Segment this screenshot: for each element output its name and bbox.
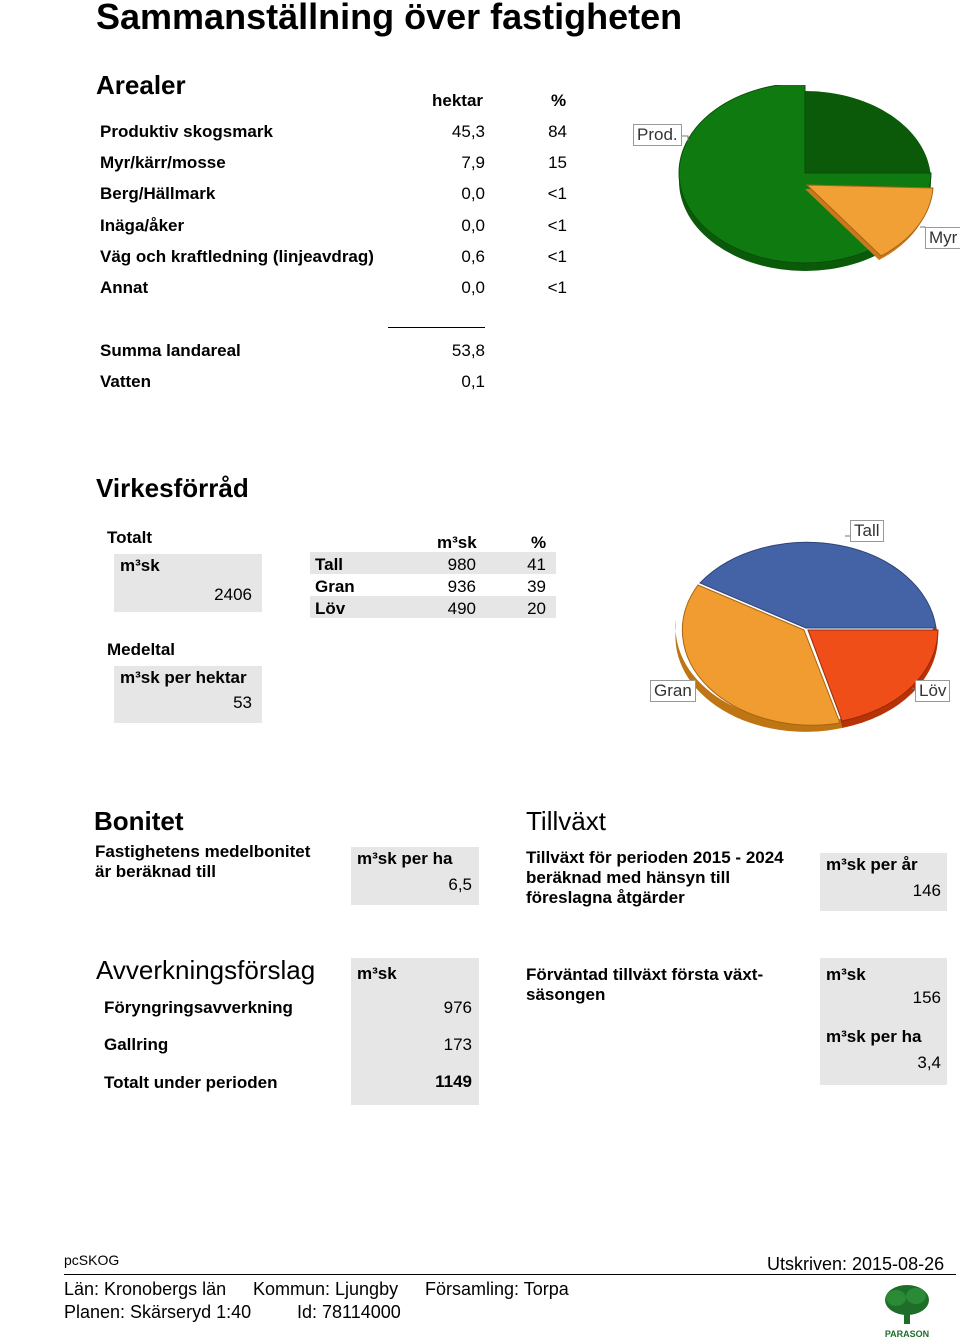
avverkning-row-label: Totalt under perioden <box>104 1073 278 1092</box>
footer-id: Id: 78114000 <box>297 1302 401 1322</box>
pie-label-myr: Myr <box>925 227 960 249</box>
avverkning-heading: Avverkningsförslag <box>96 955 316 985</box>
avverkning-row-label: Föryngringsavverkning <box>104 998 293 1017</box>
forvantad-unit-2: m³sk per ha <box>826 1027 922 1046</box>
totalt-label: Totalt <box>107 528 153 547</box>
arealer-row-label: Produktiv skogsmark <box>100 122 273 141</box>
footer-app-name: pcSKOG <box>64 1252 120 1268</box>
arealer-row-label: Annat <box>100 278 149 297</box>
footer-printed-date: Utskriven: 2015-08-26 <box>767 1254 945 1274</box>
summa-label: Summa landareal <box>100 341 241 360</box>
pie-label-prod: Prod. <box>633 124 682 146</box>
tillvaxt-text-3: föreslagna åtgärder <box>526 888 685 907</box>
medeltal-unit: m³sk per hektar <box>120 668 247 687</box>
medeltal-label: Medeltal <box>107 640 176 659</box>
arealer-heading: Arealer <box>96 70 186 100</box>
arealer-row-label: Väg och kraftledning (linjeavdrag) <box>100 247 374 266</box>
bonitet-text-1: Fastighetens medelbonitet <box>95 842 311 861</box>
species-pct: 39 <box>527 577 546 596</box>
species-m3sk: 980 <box>447 555 476 574</box>
virkes-pie-chart <box>640 510 960 740</box>
forvantad-text-1: Förväntad tillväxt första växt- <box>526 965 764 984</box>
arealer-row-pct: <1 <box>547 247 567 266</box>
species-name: Gran <box>315 577 355 596</box>
avverkning-box <box>351 958 479 1105</box>
species-table <box>310 552 556 618</box>
bonitet-value: 6,5 <box>448 875 472 894</box>
tillvaxt-heading: Tillväxt <box>526 806 606 836</box>
arealer-row-label: Berg/Hällmark <box>100 184 216 203</box>
pie-label-lov: Löv <box>915 680 950 702</box>
species-col-pct: % <box>531 533 547 552</box>
pie-label-gran: Gran <box>650 680 696 702</box>
avverkning-total-value: 1149 <box>435 1072 472 1091</box>
arealer-row-hektar: 0,0 <box>461 278 485 297</box>
footer-planen: Planen: Skärseryd 1:40 <box>64 1302 252 1322</box>
forvantad-box <box>820 958 947 1085</box>
summa-value: 53,8 <box>451 341 485 360</box>
forvantad-text-2: säsongen <box>526 985 606 1004</box>
arealer-row-hektar: 45,3 <box>451 122 485 141</box>
species-name: Tall <box>315 555 344 574</box>
pie-label-tall: Tall <box>850 520 884 542</box>
avverkning-row-label: Gallring <box>104 1035 169 1054</box>
arealer-row-pct: 15 <box>548 153 567 172</box>
bonitet-unit: m³sk per ha <box>357 849 453 868</box>
totalt-box <box>114 554 262 612</box>
arealer-col-pct: % <box>551 91 567 110</box>
sum-divider <box>388 327 485 328</box>
parason-logo <box>878 1282 936 1340</box>
bonitet-heading: Bonitet <box>94 806 184 836</box>
arealer-row-label: Inäga/åker <box>100 216 185 235</box>
bonitet-text-2: är beräknad till <box>95 862 216 881</box>
tillvaxt-text-1: Tillväxt för perioden 2015 - 2024 <box>526 848 784 867</box>
avverkning-unit: m³sk <box>357 964 397 983</box>
avverkning-value: 173 <box>443 1035 472 1054</box>
arealer-row-hektar: 0,6 <box>461 247 485 266</box>
logo-text: PARASON <box>884 1329 930 1339</box>
totalt-value: 2406 <box>214 585 252 604</box>
tillvaxt-value: 146 <box>912 881 941 900</box>
species-name: Löv <box>315 599 346 618</box>
footer-divider <box>64 1274 956 1275</box>
medeltal-value: 53 <box>233 693 252 712</box>
forvantad-unit-1: m³sk <box>826 965 866 984</box>
arealer-row-hektar: 0,0 <box>461 184 485 203</box>
arealer-row-pct: 84 <box>548 122 567 141</box>
avverkning-value: 976 <box>443 998 472 1017</box>
arealer-row-hektar: 7,9 <box>461 153 485 172</box>
arealer-row-label: Myr/kärr/mosse <box>100 153 226 172</box>
tillvaxt-unit: m³sk per år <box>826 855 918 874</box>
tillvaxt-text-2: beräknad med hänsyn till <box>526 868 731 887</box>
species-col-m3sk: m³sk <box>437 533 477 552</box>
arealer-row-pct: <1 <box>547 278 567 297</box>
arealer-row-pct: <1 <box>547 184 567 203</box>
virkesforrad-heading: Virkesförråd <box>96 473 249 503</box>
page-title: Sammanställning över fastigheten <box>96 0 683 37</box>
arealer-row-hektar: 0,0 <box>461 216 485 235</box>
forvantad-value-1: 156 <box>912 988 941 1007</box>
species-m3sk: 490 <box>447 599 476 618</box>
species-pct: 20 <box>527 599 546 618</box>
vatten-value: 0,1 <box>461 372 485 391</box>
vatten-label: Vatten <box>100 372 152 391</box>
footer-lan: Län: Kronobergs län <box>64 1279 227 1299</box>
medeltal-box <box>114 666 262 723</box>
species-pct: 41 <box>527 555 546 574</box>
forvantad-value-2: 3,4 <box>917 1053 941 1072</box>
arealer-col-hektar: hektar <box>432 91 484 110</box>
bonitet-box <box>351 847 479 905</box>
footer-kommun: Kommun: Ljungby <box>253 1279 399 1299</box>
footer-forsamling: Församling: Torpa <box>425 1279 569 1299</box>
arealer-pie-chart <box>620 85 960 285</box>
totalt-unit: m³sk <box>120 556 160 575</box>
tillvaxt-box <box>820 853 947 911</box>
species-m3sk: 936 <box>447 577 476 596</box>
arealer-row-pct: <1 <box>547 216 567 235</box>
